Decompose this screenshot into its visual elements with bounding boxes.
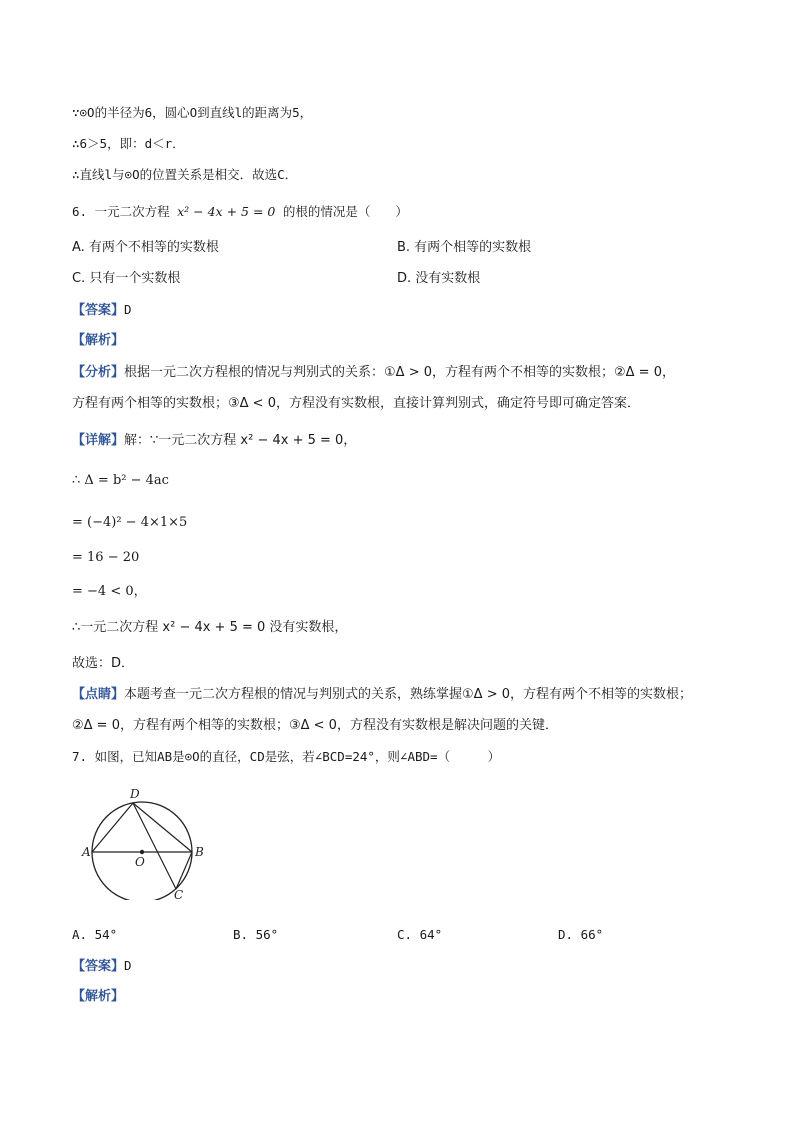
label-a: A — [82, 845, 91, 859]
q6-dianjing-line-2: ②Δ = 0，方程有两个相等的实数根；③Δ < 0，方程没有实数根是解决问题的关键． — [72, 718, 558, 733]
q7-answer-tag: 【答案】 — [72, 959, 125, 974]
q6-stem-suffix: 的根的情况是（ ） — [282, 204, 408, 219]
q6-choose: 故选：D． — [72, 656, 135, 671]
q6-stem-prefix: 6. 一元二次方程 — [72, 204, 170, 219]
label-c: C — [174, 888, 184, 900]
label-b: B — [195, 845, 204, 859]
prev-solution-line-3: ∴直线l与⊙O的位置关系是相交．故选C． — [72, 167, 298, 182]
q6-answer: D — [124, 302, 132, 317]
q6-option-b: B. 有两个相等的实数根 — [397, 240, 532, 255]
q6-fenxi-tag: 【分析】 — [72, 365, 125, 380]
q6-fenxi-line-2: 方程有两个相等的实数根；③Δ < 0，方程没有实数根，直接计算判别式，确定符号即可确定答案． — [72, 396, 640, 411]
chord-db — [133, 803, 192, 852]
q7-answer-line — [72, 957, 132, 976]
q6-fenxi-line-1 — [72, 364, 675, 382]
q6-dianjing-line-1 — [72, 686, 692, 704]
q7-option-b: B. 56° — [233, 927, 279, 942]
prev-solution-line-2: ∴6＞5，即：d＜r． — [72, 136, 185, 151]
q6-dianjing-text-1: 本题考查一元二次方程根的情况与判别式的关系，熟练掌握①Δ > 0，方程有两个不相等的实数根； — [124, 687, 692, 702]
q6-option-a: A. 有两个不相等的实数根 — [72, 240, 219, 255]
q6-fenxi-text-1: 根据一元二次方程根的情况与判别式的关系：①Δ > 0，方程有两个不相等的实数根；②Δ = 0， — [124, 365, 675, 380]
q6-option-c: C. 只有一个实数根 — [72, 271, 181, 286]
q6-equation: x² − 4x + 5 = 0 — [177, 204, 276, 219]
q6-calc-step-3: = 16 − 20 — [72, 550, 140, 565]
q6-conclusion: ∴一元二次方程 x² − 4x + 5 = 0 没有实数根， — [72, 620, 348, 635]
q6-option-d: D. 没有实数根 — [397, 271, 481, 286]
q7-option-d: D. 66° — [558, 927, 604, 942]
label-d: D — [130, 787, 140, 801]
q6-xiangjie-tag: 【详解】 — [72, 433, 125, 448]
q6-calc-step-2: = (−4)² − 4×1×5 — [72, 515, 188, 530]
q7-stem: 7. 如图，已知AB是⊙O的直径，CD是弦，若∠BCD=24°，则∠ABD=（ ） — [72, 749, 501, 764]
q6-dianjing-tag: 【点睛】 — [72, 687, 125, 702]
q6-stem — [72, 203, 408, 221]
prev-solution-line-1: ∵⊙O的半径为6，圆心O到直线l的距离为5， — [72, 105, 313, 120]
q6-calc-step-4: = −4 < 0， — [72, 584, 147, 599]
circle-geometry-figure — [80, 785, 210, 900]
q7-analysis-tag: 【解析】 — [72, 989, 125, 1004]
q6-answer-line — [72, 301, 132, 320]
q7-option-a: A. 54° — [72, 927, 118, 942]
q6-answer-tag: 【答案】 — [72, 303, 125, 318]
chord-dc — [133, 803, 176, 889]
q7-answer: D — [124, 958, 132, 973]
q6-xiangjie-line — [72, 432, 356, 450]
center-point-o — [140, 850, 144, 854]
q6-calc-step-1: ∴ Δ = b² − 4ac — [72, 473, 169, 488]
q7-option-c: C. 64° — [397, 927, 443, 942]
chord-cb — [176, 852, 192, 889]
q6-analysis-tag: 【解析】 — [72, 333, 125, 348]
q6-xiangjie-text: 解：∵一元二次方程 x² − 4x + 5 = 0， — [124, 433, 357, 448]
label-o: O — [135, 855, 145, 869]
